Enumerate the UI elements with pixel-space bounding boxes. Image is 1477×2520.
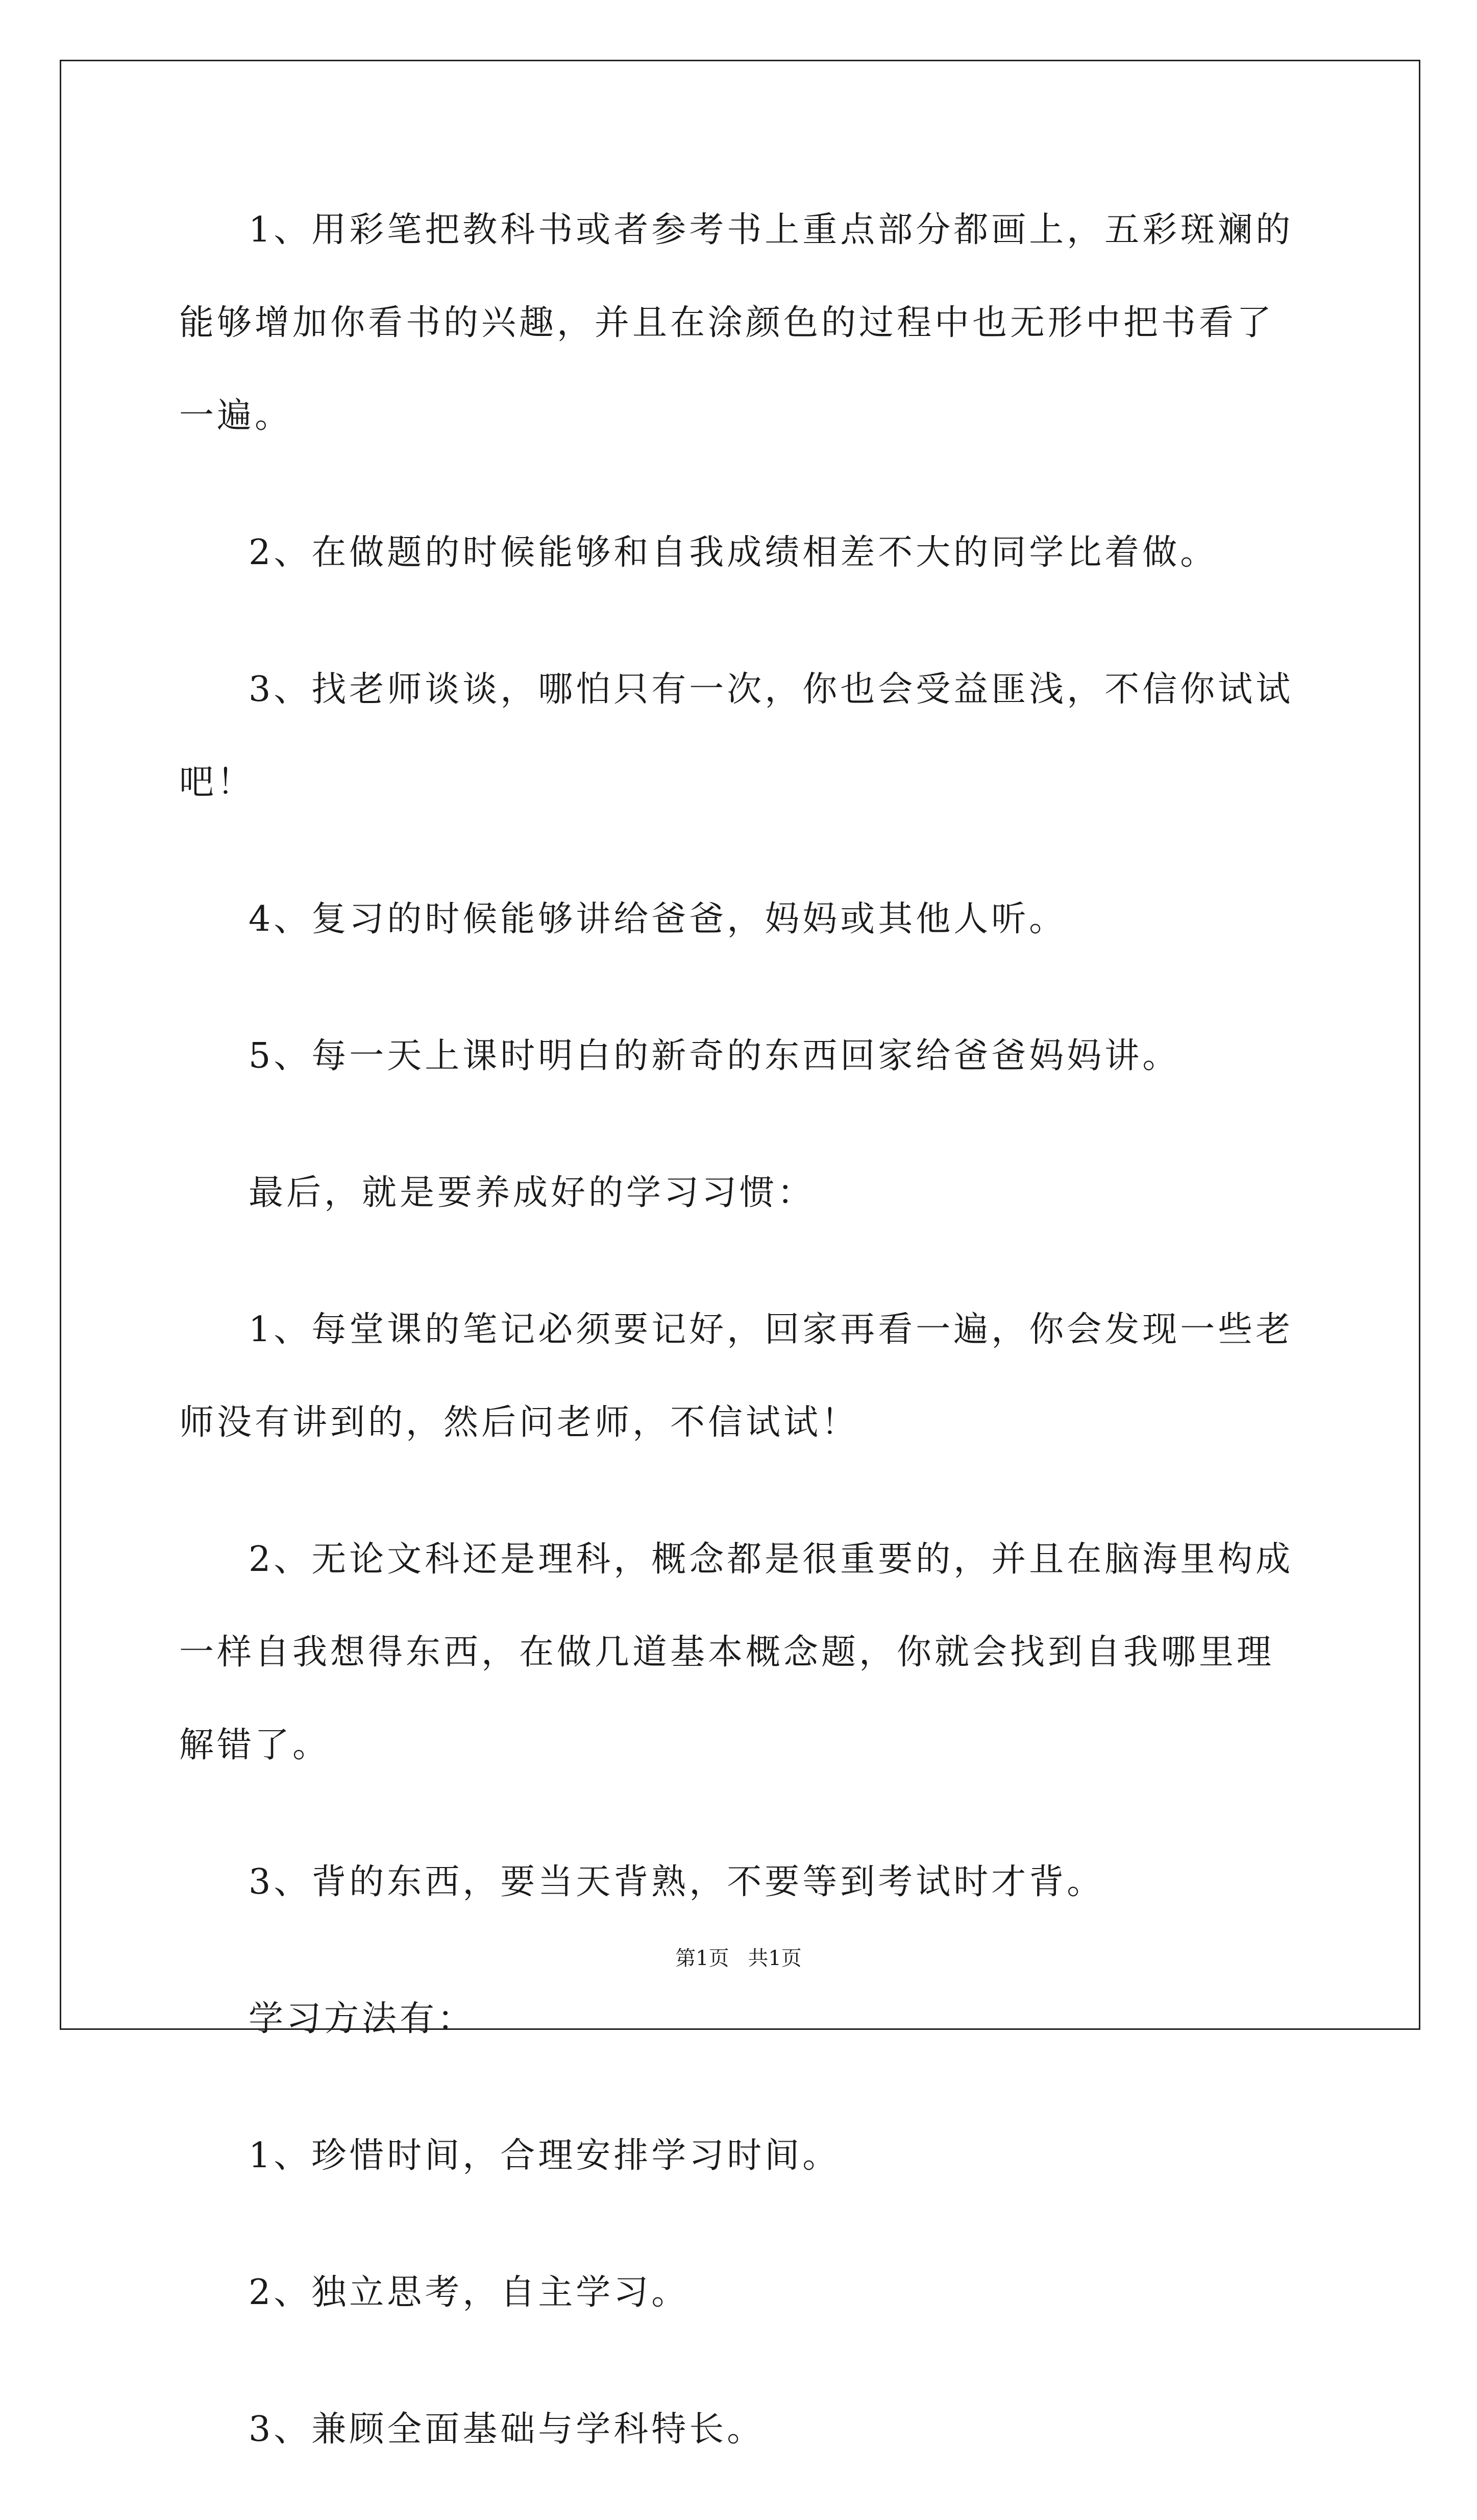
- paragraph: 1、用彩笔把教科书或者参考书上重点部分都画上，五彩斑斓的能够增加你看书的兴趣，并且在涂颜色的过程中也无形中把书看了一遍。: [179, 210, 1294, 436]
- page-number: 第1页: [675, 1947, 729, 1970]
- paragraph: 2、无论文科还是理科，概念都是很重要的，并且在脑海里构成一样自我想得东西，在做几道基本概念题，你就会找到自我哪里理解错了。: [179, 1539, 1294, 1765]
- paragraph: 2、在做题的时候能够和自我成绩相差不大的同学比着做。: [249, 532, 1218, 573]
- page-total: 共1页: [748, 1947, 802, 1970]
- paragraph: 2、独立思考，自主学习。: [249, 2272, 690, 2313]
- paragraph: 4、复习的时候能够讲给爸爸，妈妈或其他人听。: [249, 899, 1067, 939]
- page-footer: [0, 1943, 1477, 1974]
- paragraph: 3、背的东西，要当天背熟，不要等到考试时才背。: [249, 1862, 1105, 1902]
- paragraph: 3、兼顾全面基础与学科特长。: [249, 2409, 765, 2450]
- paragraph: 1、珍惜时间，合理安排学习时间。: [249, 2136, 841, 2176]
- paragraph: 学习方法有：: [249, 1999, 476, 2039]
- paragraph: 5、每一天上课时明白的新奇的东西回家给爸爸妈妈讲。: [249, 1036, 1180, 1076]
- paragraph: 3、找老师谈谈，哪怕只有一次，你也会受益匪浅，不信你试试吧！: [179, 669, 1294, 803]
- document-body: [179, 184, 1302, 2520]
- paragraph: 最后，就是要养成好的学习习惯：: [249, 1173, 816, 1213]
- paragraph: 1、每堂课的笔记必须要记好，回家再看一遍，你会发现一些老师没有讲到的，然后问老师，不信试试！: [179, 1310, 1294, 1443]
